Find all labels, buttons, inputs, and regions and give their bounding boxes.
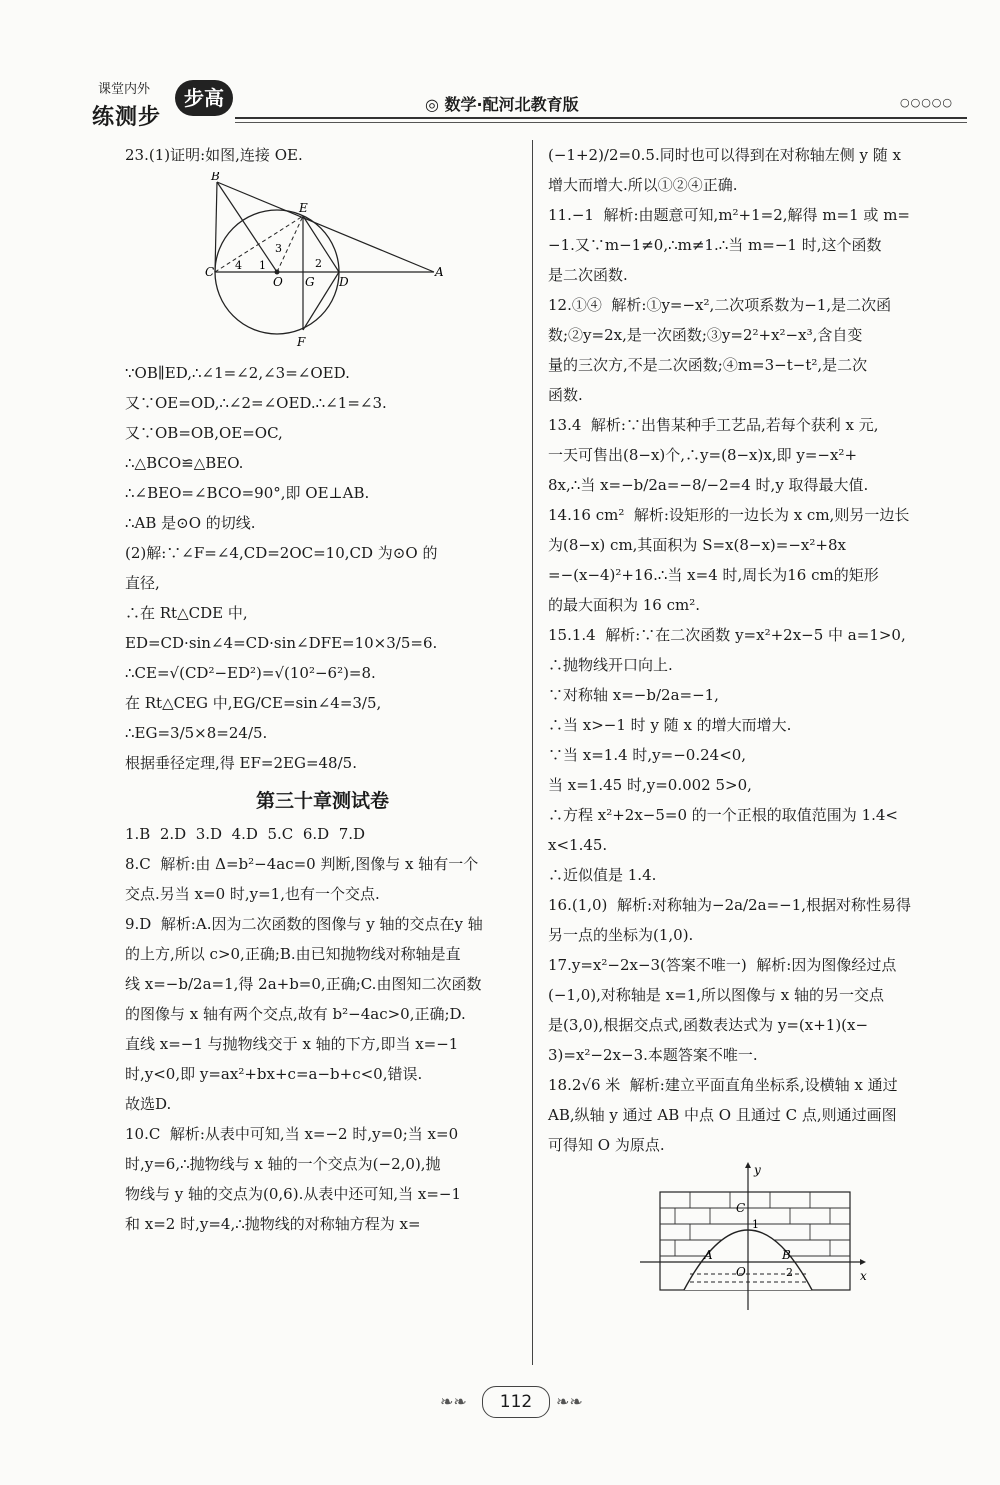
text-line: x<1.45. xyxy=(548,836,608,854)
brand-badge: 步高 xyxy=(175,80,233,116)
header-rule xyxy=(235,117,967,119)
text-line: 的图像与 x 轴有两个交点,故有 b²−4ac>0,正确;D. xyxy=(125,1005,466,1023)
text-line: 16.(1,0) 解析:对称轴为−2a/2a=−1,根据对称性易得 xyxy=(548,896,912,914)
text-line: 17.y=x²−2x−3(答案不唯一) 解析:因为图像经过点 xyxy=(548,956,897,974)
text-line: ∴方程 x²+2x−5=0 的一个正根的取值范围为 1.4< xyxy=(548,806,898,824)
text-line: 的最大面积为 16 cm². xyxy=(548,596,701,614)
right-answers xyxy=(548,140,948,1160)
text-line: 23.(1)证明:如图,连接 OE. xyxy=(125,146,303,164)
text-line: 另一点的坐标为(1,0). xyxy=(548,926,694,944)
column-divider xyxy=(532,140,533,1365)
footer-ornament-left: ❧❧ xyxy=(440,1392,467,1411)
left-before-figure xyxy=(125,140,520,170)
right-column xyxy=(548,140,948,1320)
text-line: 可得知 O 为原点. xyxy=(548,1136,665,1154)
text-line: (−1+2)/2=0.5.同时也可以得到在对称轴左侧 y 随 x xyxy=(548,146,901,164)
text-line: 18.2√6 米 解析:建立平面直角坐标系,设横轴 x 通过 xyxy=(548,1076,898,1094)
brand-title: 练测步 xyxy=(92,105,162,130)
text-line: 是(3,0),根据交点式,函数表达式为 y=(x+1)(x− xyxy=(548,1016,869,1034)
label-A: A xyxy=(435,265,444,279)
label-D: D xyxy=(339,275,349,289)
text-line: ∴当 x>−1 时 y 随 x 的增大而增大. xyxy=(548,716,792,734)
text-line: 数;②y=2x,是一次函数;③y=2²+x²−x³,含自变 xyxy=(548,326,863,344)
text-line: 根据垂径定理,得 EF=2EG=48/5. xyxy=(125,754,357,772)
text-line: 量的三次方,不是二次函数;④m=3−t−t²,是二次 xyxy=(548,356,868,374)
text-line: 8.C 解析:由 Δ=b²−4ac=0 判断,图像与 x 轴有一个 xyxy=(125,855,479,873)
left-answers xyxy=(125,819,520,1239)
label-width-2: 2 xyxy=(786,1266,793,1279)
text-line: (2)解:∵∠F=∠4,CD=2OC=10,CD 为⊙O 的 xyxy=(125,544,438,562)
circle-tangent-diagram xyxy=(125,172,455,350)
text-line: 一天可售出(8−x)个,∴y=(8−x)x,即 y=−x²+ xyxy=(548,446,858,464)
text-line: 在 Rt△CEG 中,EG/CE=sin∠4=3/5, xyxy=(125,694,382,712)
label-C: C xyxy=(736,1201,746,1215)
text-line: −1.又∵m−1≠0,∴m≠1.∴当 m=−1 时,这个函数 xyxy=(548,236,882,254)
label-y-axis: y xyxy=(754,1163,761,1177)
text-line: 增大而增大.所以①②④正确. xyxy=(548,176,738,194)
text-line: 故选D. xyxy=(125,1095,172,1113)
text-line: 线 x=−b/2a=1,得 2a+b=0,正确;C.由图知二次函数 xyxy=(125,975,482,993)
label-C: C xyxy=(205,265,215,279)
footer-ornament-right: ❧❧ xyxy=(556,1392,583,1411)
text-line: 11.−1 解析:由题意可知,m²+1=2,解得 m=1 或 m= xyxy=(548,206,910,224)
label-A: A xyxy=(704,1248,713,1262)
text-line: 是二次函数. xyxy=(548,266,628,284)
text-line: 8x,∴当 x=−b/2a=−8/−2=4 时,y 取得最大值. xyxy=(548,476,869,494)
text-line: 当 x=1.45 时,y=0.002 5>0, xyxy=(548,776,752,794)
text-line: 交点.另当 x=0 时,y=1,也有一个交点. xyxy=(125,885,380,903)
left-column xyxy=(125,140,520,1239)
text-line: =−(x−4)²+16.∴当 x=4 时,周长为16 cm的矩形 xyxy=(548,566,879,584)
text-line: ∴∠BEO=∠BCO=90°,即 OE⊥AB. xyxy=(125,484,370,502)
text-line: 12.①④ 解析:①y=−x²,二次项系数为−1,是二次函 xyxy=(548,296,892,314)
text-line: ∴△BCO≌△BEO. xyxy=(125,454,244,472)
text-line: 物线与 y 轴的交点为(0,6).从表中还可知,当 x=−1 xyxy=(125,1185,462,1203)
text-line: ∴抛物线开口向上. xyxy=(548,656,673,674)
label-B: B xyxy=(211,172,220,183)
text-line: ∴在 Rt△CDE 中, xyxy=(125,604,248,622)
text-line: 时,y<0,即 y=ax²+bx+c=a−b+c<0,错误. xyxy=(125,1065,423,1083)
text-line: 9.D 解析:A.因为二次函数的图像与 y 轴的交点在y 轴 xyxy=(125,915,483,933)
circle-figure xyxy=(125,172,520,354)
text-line: 函数. xyxy=(548,386,583,404)
text-line: 10.C 解析:从表中可知,当 x=−2 时,y=0;当 x=0 xyxy=(125,1125,459,1143)
text-line: ∴AB 是⊙O 的切线. xyxy=(125,514,256,532)
page-number: 112 xyxy=(482,1386,550,1418)
text-line: ∵当 x=1.4 时,y=−0.24<0, xyxy=(548,746,747,764)
text-line: 直线 x=−1 与抛物线交于 x 轴的下方,即当 x=−1 xyxy=(125,1035,459,1053)
brand-subtitle: 课堂内外 xyxy=(98,82,151,97)
label-angle2: 2 xyxy=(315,257,322,270)
text-line: ∵OB∥ED,∴∠1=∠2,∠3=∠OED. xyxy=(125,364,350,382)
section-title: 第三十章测试卷 xyxy=(255,790,389,812)
text-line: 时,y=6,∴抛物线与 x 轴的一个交点为(−2,0),抛 xyxy=(125,1155,441,1173)
text-line: 13.4 解析:∵出售某种手工艺品,若每个获利 x 元, xyxy=(548,416,879,434)
text-line: 的上方,所以 c>0,正确;B.由已知抛物线对称轴是直 xyxy=(125,945,461,963)
text-line: 14.16 cm² 解析:设矩形的一边长为 x cm,则另一边长 xyxy=(548,506,910,524)
label-G: G xyxy=(305,275,315,289)
subject-title: ◎ 数学·配河北教育版 xyxy=(425,95,579,114)
label-B: B xyxy=(782,1248,791,1262)
label-O: O xyxy=(273,275,283,289)
label-angle4: 4 xyxy=(235,259,242,272)
arch-figure xyxy=(548,1162,948,1316)
label-F: F xyxy=(297,335,306,349)
header-dots: ○○○○○ xyxy=(900,96,953,109)
label-E: E xyxy=(299,201,308,215)
text-line: ∵对称轴 x=−b/2a=−1, xyxy=(548,686,719,704)
text-line: (−1,0),对称轴是 x=1,所以图像与 x 轴的另一交点 xyxy=(548,986,885,1004)
label-angle3: 3 xyxy=(275,242,282,255)
text-line: 1.B 2.D 3.D 4.D 5.C 6.D 7.D xyxy=(125,825,366,843)
text-line: 15.1.4 解析:∵在二次函数 y=x²+2x−5 中 a=1>0, xyxy=(548,626,906,644)
arch-bridge-diagram xyxy=(610,1162,870,1312)
text-line: 3)=x²−2x−3.本题答案不唯一. xyxy=(548,1046,758,1064)
label-O: O xyxy=(736,1265,746,1279)
text-line: ∴近似值是 1.4. xyxy=(548,866,657,884)
text-line: ED=CD·sin∠4=CD·sin∠DFE=10×3/5=6. xyxy=(125,634,438,652)
text-line: AB,纵轴 y 通过 AB 中点 O 且通过 C 点,则通过画图 xyxy=(548,1106,897,1124)
text-line: ∴CE=√(CD²−ED²)=√(10²−6²)=8. xyxy=(125,664,376,682)
text-line: 又∵OE=OD,∴∠2=∠OED.∴∠1=∠3. xyxy=(125,394,387,412)
text-line: 和 x=2 时,y=4,∴抛物线的对称轴方程为 x= xyxy=(125,1215,421,1233)
text-line: 又∵OB=OB,OE=OC, xyxy=(125,424,283,442)
label-angle1: 1 xyxy=(259,259,266,272)
left-proof-lines xyxy=(125,358,520,778)
text-line: ∴EG=3/5×8=24/5. xyxy=(125,724,268,742)
text-line: 为(8−x) cm,其面积为 S=x(8−x)=−x²+8x xyxy=(548,536,846,554)
header-rule-thin xyxy=(235,122,967,123)
label-height-1: 1 xyxy=(752,1218,759,1231)
label-x-axis: x xyxy=(860,1269,867,1283)
text-line: 直径, xyxy=(125,574,160,592)
